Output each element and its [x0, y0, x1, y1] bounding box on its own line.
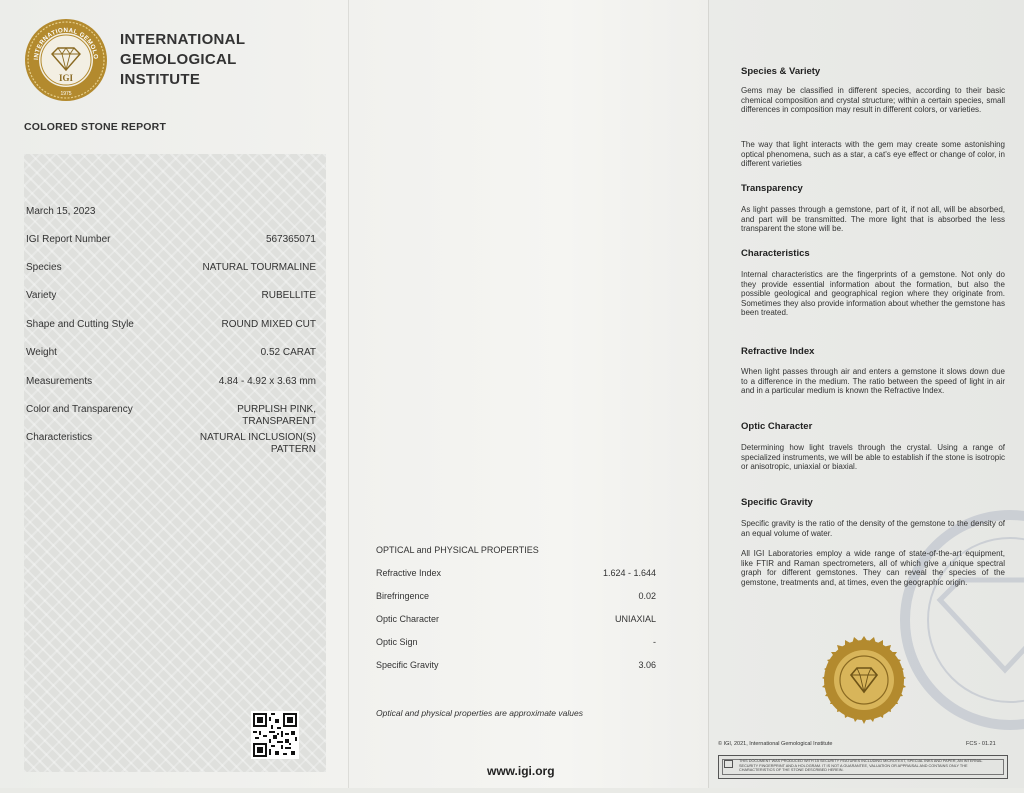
qr-code[interactable]	[251, 711, 299, 759]
info-heading-optic: Optic Character	[741, 421, 813, 432]
row-label: Measurements	[26, 376, 93, 387]
row-label: Weight	[26, 347, 57, 358]
row-value: 0.52 CARAT	[260, 347, 316, 358]
row-value: 567365071	[265, 234, 316, 245]
info-heading-refractive: Refractive Index	[741, 346, 815, 357]
row-value-line1: NATURAL INCLUSION(S)	[199, 432, 316, 443]
org-name	[120, 30, 245, 90]
row-label: Variety	[26, 290, 57, 301]
gold-hologram-seal	[820, 636, 908, 724]
igi-watermark	[900, 470, 1024, 788]
info-text-characteristics: Internal characteristics are the fingerprints of a gemstone. Not only do they provide essential information about the formation, but also the possible geological and geographical region where they originate from. Sometimes they also provide information about whether the gemstone has been treated.	[741, 270, 1005, 318]
info-text-optic: Determining how light travels through the crystal. Using a range of specialized instruments, we will be able to establish if the stone is isotropic or anisotropic, uniaxial or biaxial.	[741, 443, 1005, 472]
info-text-phenomena: The way that light interacts with the gem may create some astonishing optical phenomena, such as a star, a cat's eye effect or change of color, in different varieties	[741, 140, 1005, 169]
info-text-refractive: When light passes through air and enters a gemstone it slows down due to a difference in the medium. The ratio between the speed of light in air and in a particular medium is known the Refractive Index.	[741, 367, 1005, 396]
info-heading-characteristics: Characteristics	[741, 248, 810, 259]
row-value: ROUND MIXED CUT	[221, 319, 316, 330]
optical-row-label: Refractive Index	[376, 568, 442, 578]
org-name-line1: INTERNATIONAL	[120, 31, 246, 48]
info-heading-species: Species & Variety	[741, 66, 821, 77]
optical-row-value: 3.06	[638, 660, 656, 670]
info-heading-transparency: Transparency	[741, 183, 803, 194]
seal-year: 1975	[60, 91, 72, 97]
org-name-line2: GEMOLOGICAL	[120, 51, 237, 68]
info-text-laboratories: All IGI Laboratories employ a wide range of state-of-the-art equipment, like FTIR and Raman spectrometers, all of which give a unique spectral graph for different gemstones. They can reveal the species of the gemstone, treatments and, at times, even the geographic origin.	[741, 549, 1005, 587]
row-label: Characteristics	[26, 432, 93, 443]
row-value	[156, 432, 316, 456]
row-value: RUBELLITE	[261, 290, 316, 301]
info-text-transparency: As light passes through a gemstone, part of it, if not all, will be absorbed, and part will be transmitted. The more light that is absorbed the less transparent the stone will be.	[741, 205, 1005, 234]
security-fine-print: THIS DOCUMENT WAS PRODUCED WITH 15 SECURITY FEATURES INCLUDING MICROTEXT, SPECIAL INKS AND PAPER, AN INTERNAL SECURITY FINGERPRINT AND A HOLOGRAM. IT IS NOT A GUARANTEE, VALUATION OR APPRAISAL AND CONTAINS ONLY THE CHARACTERISTICS OF THE STONE DESCRIBED HEREIN.	[739, 759, 983, 773]
row-value-line2: TRANSPARENT	[242, 416, 316, 427]
row-value: NATURAL TOURMALINE	[202, 262, 316, 273]
optical-row-label: Optic Sign	[376, 637, 418, 647]
copyright-text: © IGI, 2021, International Gemological Institute	[718, 741, 833, 747]
info-heading-gravity: Specific Gravity	[741, 497, 813, 508]
info-text-gravity: Specific gravity is the ratio of the density of the gemstone to the density of an equal volume of water.	[741, 519, 1005, 538]
document-icon	[724, 760, 733, 768]
optical-row-value: 0.02	[638, 591, 656, 601]
website-link[interactable]: www.igi.org	[487, 764, 555, 778]
optical-row-label: Birefringence	[376, 591, 430, 601]
row-value	[156, 404, 316, 428]
org-name-line3: INSTITUTE	[120, 71, 201, 88]
row-value: 4.84 - 4.92 x 3.63 mm	[218, 376, 316, 387]
optical-row-value: -	[653, 637, 656, 647]
row-label: IGI Report Number	[26, 234, 111, 245]
optical-row-label: Specific Gravity	[376, 660, 439, 670]
seal-ring-text: INTERNATIONAL GEMOLO	[32, 26, 100, 61]
approximate-values-note: Optical and physical properties are approximate values	[376, 708, 583, 718]
row-value-line2: PATTERN	[270, 444, 316, 455]
security-notice-box	[718, 755, 1008, 779]
seal-monogram: IGI	[58, 73, 74, 83]
optical-row-value: UNIAXIAL	[614, 614, 656, 624]
row-label: Species	[26, 262, 62, 273]
report-data-box	[24, 154, 326, 772]
form-code: FCS - 01.21	[966, 741, 996, 747]
optical-properties-title: OPTICAL and PHYSICAL PROPERTIES	[376, 545, 539, 555]
report-date: March 15, 2023	[26, 206, 96, 217]
row-label: Shape and Cutting Style	[26, 319, 134, 330]
info-text-species: Gems may be classified in different species, according to their basic chemical composition and crystal structure; within a certain species, small differences in composition may result in different colors, or varieties.	[741, 86, 1005, 115]
row-value-line1: PURPLISH PINK,	[237, 404, 316, 415]
igi-seal-logo	[24, 18, 108, 102]
optical-row-value: 1.624 - 1.644	[602, 568, 656, 578]
optical-row-label: Optic Character	[376, 614, 440, 624]
row-label: Color and Transparency	[26, 404, 133, 415]
report-title: COLORED STONE REPORT	[24, 121, 167, 133]
